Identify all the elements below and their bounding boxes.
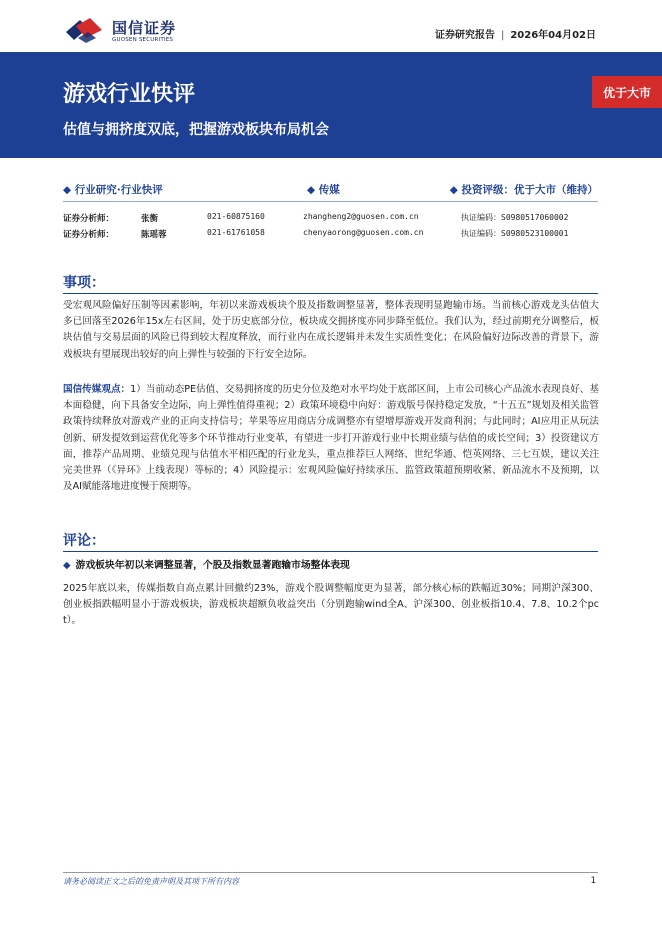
review-heading: 评论： bbox=[63, 533, 105, 549]
analyst-phone: 021-60875160 bbox=[207, 212, 265, 221]
footer-divider bbox=[63, 872, 598, 873]
diamond-bullet-icon: ◆ bbox=[63, 560, 71, 571]
report-industry: ◆ 传媒 bbox=[307, 184, 340, 196]
analyst-row bbox=[63, 228, 603, 244]
header-separator: | bbox=[500, 30, 505, 41]
page-header bbox=[0, 0, 662, 52]
analyst-cert: 执证编码：S0980523100001 bbox=[461, 229, 569, 238]
investment-rating: ◆ 投资评级：优于大市（维持） bbox=[449, 184, 598, 196]
analyst-role: 证券分析师： bbox=[63, 230, 115, 240]
report-title: 游戏行业快评 bbox=[63, 82, 196, 107]
guosen-logo bbox=[64, 14, 184, 48]
review-bullet-title: 游戏板块年初以来调整显著，个股及指数显著跑输市场整体表现 bbox=[75, 560, 350, 571]
analyst-email[interactable]: chenyaorong@guosen.com.cn bbox=[303, 228, 424, 237]
page-number: 1 bbox=[590, 876, 596, 886]
review-divider bbox=[63, 551, 598, 552]
analyst-role: 证券分析师： bbox=[63, 214, 115, 224]
events-paragraph: 受宏观风险偏好压制等因素影响，年初以来游戏板块个股及指数调整显著，整体表现明显跑输市场。当前核心游戏龙头估值大多已回落至2026年15x左右区间，处于历史底部分位，板块成交拥挤度亦同步降至低位。我们认为，经过前期充分调整后，板块估值与交易层面的风险已得到较大程度释放，而行业内在成长逻辑并未发生实质性变化；在风险偏好边际改善的背景下，游戏板块有望展现出较好的向上弹性与较强的下行安全边际。 bbox=[63, 300, 599, 360]
header-doc-info bbox=[435, 26, 596, 41]
rating-badge: 优于大市 bbox=[592, 76, 662, 108]
analyst-cert: 执证编码：S0980517060002 bbox=[461, 213, 569, 222]
doc-type: 证券研究报告 bbox=[434, 30, 495, 41]
logo-text-en: GUOSEN SECURITIES bbox=[112, 37, 174, 43]
review-paragraph: 2025年底以来，传媒指数自高点累计回撤约23%，游戏个股调整幅度更为显著，部分核心标的跌幅近30%；同期沪深300、创业板指跌幅明显小于游戏板块，游戏板块超额负收益突出（分别跑输wind全A、沪深300、创业板指10.4、7.8、10.2个pct）。 bbox=[63, 583, 599, 627]
viewpoint-paragraph bbox=[63, 382, 599, 495]
analyst-email[interactable]: zhangheng2@guosen.com.cn bbox=[303, 212, 419, 221]
analyst-phone: 021-61761058 bbox=[207, 228, 265, 237]
report-date: 2026年04月02日 bbox=[510, 30, 596, 41]
analyst-name: 张衡 bbox=[141, 214, 159, 224]
guosen-logo-icon bbox=[64, 16, 104, 44]
review-bullet-heading bbox=[63, 557, 350, 571]
analyst-table bbox=[63, 212, 603, 244]
footer-disclaimer: 请务必阅读正文之后的免责声明及其项下所有内容 bbox=[63, 877, 239, 886]
report-subtitle: 估值与拥挤度双底，把握游戏板块布局机会 bbox=[63, 122, 329, 138]
viewpoint-text: 1）当前动态PE估值、交易拥挤度的历史分位及绝对水平均处于底部区间，上市公司核心产品流水表现良好、基本面稳健，向下具备安全边际，向上弹性值得重视；2）政策环境稳中向好：游戏版号保持稳定发放，“十五五”规划及相关监管政策持续释放对游戏产业的正向支持信号；苹果等应用商店分成调整亦有望增厚游戏开发商利润；与此同时；AI应用正从玩法创新、研发提效到运营优化等多个环节推动行业变革，有望进一步打开游戏行业中长期业绩与估值的成长空间；3）投资建议方面，推荐产品周期、业绩兑现与估值水平相匹配的行业龙头，重点推荐巨人网络、世纪华通、恺英网络、三七互娱，建议关注完美世界（《异环》上线表现）等标的；4）风险提示：宏观风险偏好持续承压、监管政策超预期收紧、新品流水不及预期，以及AI赋能落地进度慢于预期等。 bbox=[63, 384, 600, 493]
viewpoint-label: 国信传媒观点： bbox=[63, 384, 131, 395]
meta-divider bbox=[63, 201, 598, 202]
report-category: ◆ 行业研究·行业快评 bbox=[63, 184, 163, 196]
events-heading: 事项： bbox=[63, 275, 105, 291]
logo-text-cn: 国信证券 bbox=[112, 19, 177, 37]
events-divider bbox=[63, 293, 598, 294]
analyst-row bbox=[63, 212, 603, 228]
title-banner bbox=[0, 52, 662, 158]
analyst-name: 陈瑶蓉 bbox=[141, 230, 167, 240]
report-meta-row bbox=[63, 182, 598, 198]
